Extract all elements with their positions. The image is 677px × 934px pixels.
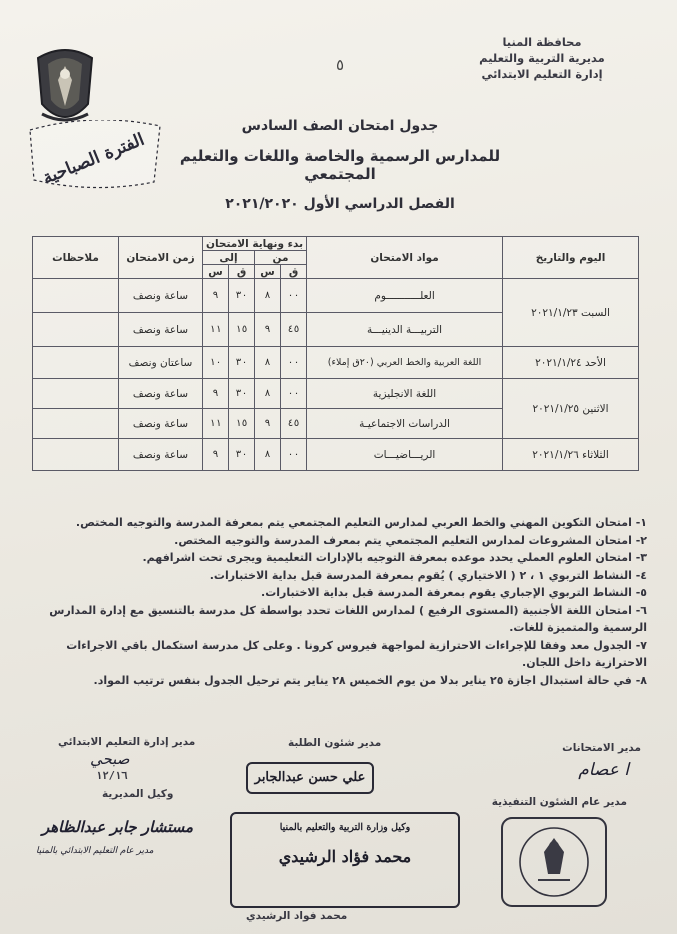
deputy-stamp-name: محمد فؤاد الرشيدي [278,847,412,866]
document-titles [150,118,530,212]
to-minute: ١٥ [229,409,255,439]
governorate-name: محافظة المنيا [502,35,582,49]
duration-cell: ساعة ونصف [119,439,203,471]
deputy-label: وكيل المديرية [102,788,174,800]
header-start-end: بدء ونهاية الامتحان [203,237,307,251]
note-item: ٥- النشاط التربوي الإجباري يقوم بمعرفة المدرسة قبل بداية الاختبارات. [261,586,647,599]
left-official-title: مدير عام التعليم الابتدائي بالمنيا [36,846,154,856]
title-term [150,196,530,212]
day-cell [503,379,639,439]
from-hour: ٨ [255,279,281,313]
subject-cell: اللغة الانجليزية [307,379,503,409]
subject-cell: الريـــاضيـــات [307,439,503,471]
to-hour: ١٠ [203,347,229,379]
notes-cell [33,409,119,439]
notes-cell [33,379,119,409]
to-minute: ٣٠ [229,279,255,313]
day-cell [503,439,639,471]
notes-list [25,514,647,689]
exec-affairs-label: مدير عام الشئون التنفيذية [491,796,627,808]
header-notes: ملاحظات [33,237,119,279]
deputy-stamp-title: وكيل وزارة التربية والتعليم بالمنيا [279,822,411,833]
day-date: ٢٠٢١/١/٢٥ [532,402,580,415]
page-number: ٥ [336,56,345,74]
header-from-hour: س [255,265,281,279]
header-to-minute: ق [229,265,255,279]
note-item: ٧- الجدول معد وفقا للإجراءات الاحترازية لمواجهة فيروس كرونا . وعلى كل مدرسة استكمال باقي الاجراءات الاحترازية داخل اللجان. [66,638,647,669]
header-to: إلى [203,251,255,265]
issuing-authority [447,34,637,82]
exams-director-signature: ا عصام [578,760,629,780]
day-cell [503,279,639,347]
day-name: الأحد [585,356,606,369]
subject-cell: العلـــــــــــوم [307,279,503,313]
notes-cell [33,279,119,313]
duration-cell: ساعة ونصف [119,313,203,347]
from-hour: ٨ [255,347,281,379]
from-minute: ٠٠ [281,439,307,471]
from-minute: ٠٠ [281,279,307,313]
header-subjects: مواد الامتحان [307,237,503,279]
from-minute: ٤٥ [281,409,307,439]
notes-cell [33,439,119,471]
directorate-name: مديرية التربية والتعليم [479,51,605,65]
day-date: ٢٠٢١/١/٢٣ [531,306,578,319]
duration-cell: ساعة ونصف [119,409,203,439]
from-minute: ٤٥ [281,313,307,347]
note-item: ٨- في حالة استبدال اجازة ٢٥ يناير بدلا من يوم الخميس ٢٨ يناير يتم ترحيل الجدول بنفس ترتيب المواد. [93,673,647,687]
to-hour: ٩ [203,279,229,313]
note-item: ٦- امتحان اللغة الأجنبية (المستوى الرفيع ) لمدارس اللغات تحدد بواسطة كل مدرسة بالتنسيق مع إدارة المدارس الرسمية والمتميزة للغات. [49,603,647,634]
to-minute: ١٥ [229,313,255,347]
table-row [33,347,639,379]
subject-cell: الدراسات الاجتماعيـة [307,409,503,439]
deputy-stamp [230,812,460,908]
duration-cell: ساعة ونصف [119,379,203,409]
left-official-signature: مستشار جابر عبدالظاهر [42,818,194,836]
from-hour: ٨ [255,379,281,409]
title-term-text: الفصل الدراسي الأول ٢٠٢١/٢٠٢٠ [225,196,455,212]
period-stamp-text: الفترة الصباحية [40,129,148,189]
table-row [33,379,639,409]
note-item: ٤- النشاط التربوي ١ ، ٢ ( الاختياري ) يُقوم بمعرفة المدرسة قبل بداية الاختبارات. [209,568,647,582]
to-hour: ١١ [203,313,229,347]
student-affairs-stamp: علي حسن عبدالجابر [246,762,374,794]
day-name: الثلاثاء [582,448,609,461]
day-date: ٢٠٢١/١/٢٦ [532,448,579,461]
from-hour: ٨ [255,439,281,471]
header-to-hour: س [203,265,229,279]
primary-director-signature: صبحي [90,750,130,768]
primary-director-label: مدير إدارة التعليم الابتدائي [58,736,196,748]
day-name: السبت [581,306,610,319]
ministry-seal-icon [498,812,610,912]
note-item: ١- امتحان التكوين المهني والخط العربي لمدارس التعليم المجتمعي يتم بمعرفة المدرسة والتوجيه المختص. [75,516,647,529]
to-minute: ٣٠ [229,347,255,379]
from-minute: ٠٠ [281,379,307,409]
header-from-minute: ق [281,265,307,279]
sign-date: ١٢/١٦ [96,770,128,782]
to-hour: ٩ [203,439,229,471]
subject-cell: التربيـــة الدينيـــة [307,313,503,347]
duration-cell: ساعتان ونصف [119,347,203,379]
day-date: ٢٠٢١/١/٢٤ [535,356,582,369]
administration-emblem-icon [28,44,102,130]
deputy-name: محمد فواد الرشيدي [246,910,348,922]
day-name: الاثنين [582,402,609,415]
day-cell [503,347,639,379]
notes-cell [33,347,119,379]
administration-name: إدارة التعليم الابتدائي [481,67,603,81]
header-day-date: اليوم والتاريخ [503,237,639,279]
note-item: ٣- امتحان العلوم العملي يحدد موعده بمعرفة التوجيه بالإدارات التعليمية ويجرى تحت اشرافهم. [142,551,647,564]
to-hour: ١١ [203,409,229,439]
from-hour: ٩ [255,313,281,347]
title-grade: جدول امتحان الصف السادس [241,118,439,134]
title-schools: للمدارس الرسمية والخاصة واللغات والتعليم المجتمعي [179,147,501,183]
table-row [33,439,639,471]
exams-director-label: مدير الامتحانات [562,742,641,754]
period-stamp [24,120,164,190]
notes-cell [33,313,119,347]
to-minute: ٣٠ [229,439,255,471]
exam-schedule-table [32,236,639,471]
student-affairs-label: مدير شئون الطلبة [288,737,382,749]
from-hour: ٩ [255,409,281,439]
header-from: من [255,251,307,265]
note-item: ٢- امتحان المشروعات لمدارس التعليم المجتمعي يتم بمعرف المدرسة والتوجيه المختص. [174,533,647,547]
header-duration: زمن الامتحان [119,237,203,279]
to-minute: ٣٠ [229,379,255,409]
duration-cell: ساعة ونصف [119,279,203,313]
subject-cell: اللغة العربية والخط العربي (٢٠ق إملاء) [307,347,503,379]
table-row [33,279,639,313]
from-minute: ٠٠ [281,347,307,379]
to-hour: ٩ [203,379,229,409]
